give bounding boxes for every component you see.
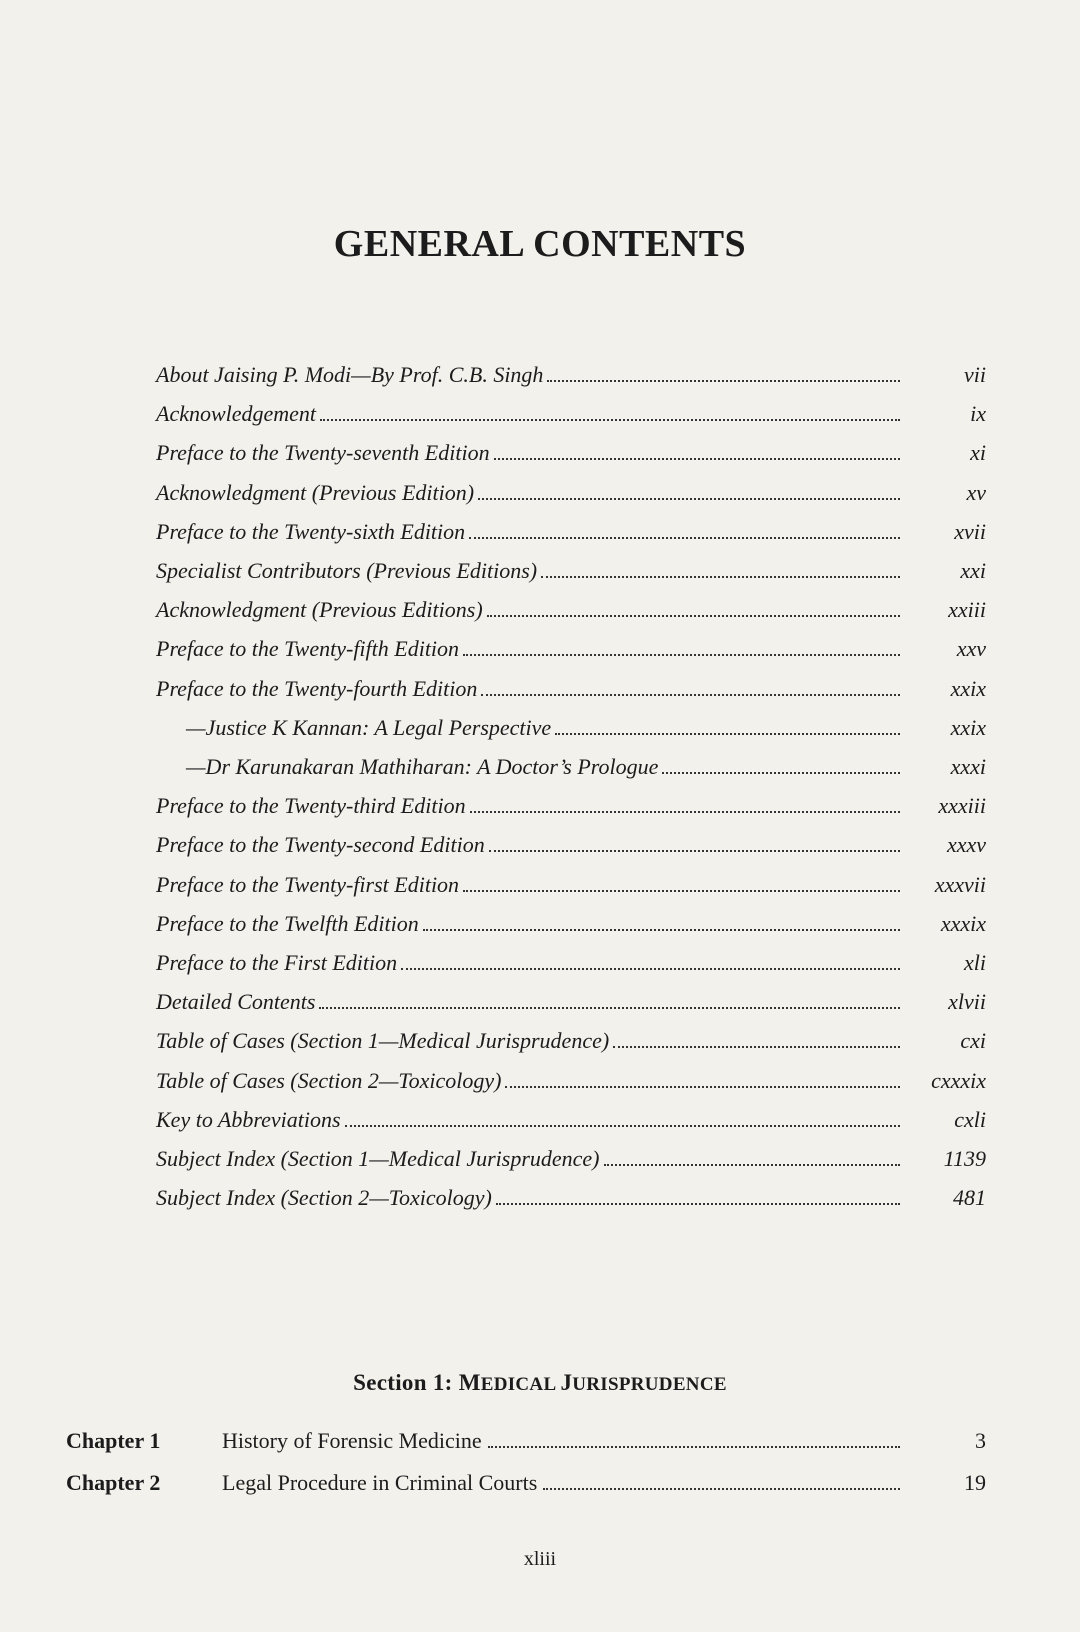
section-heading [0,1370,1080,1396]
toc-entry-page: xxi [960,558,986,583]
toc-entry-label: Subject Index (Section 1—Medical Jurisprudence) [156,1146,600,1171]
toc-entry-page: xxiii [948,597,986,623]
dot-leader [541,574,900,578]
toc-entry-page: xxxiii [938,793,986,819]
toc-entry-page: xxxvii [934,871,986,897]
dot-leader [478,496,900,500]
dot-leader [345,1123,900,1127]
toc-entry [156,750,986,780]
toc-entry-label: Preface to the Twenty-first Edition [156,871,460,897]
toc-entry-label: Acknowledgement [156,401,317,427]
toc-entry-page: xv [966,479,986,505]
chapter-label: Chapter 1 [66,1428,161,1453]
toc-entry-page: 1139 [943,1146,986,1171]
dot-leader [469,535,900,539]
toc-entry-page: xvii [954,518,986,544]
toc-entry-label: Preface to the Twenty-fourth Edition [156,675,478,701]
toc-entry-page: xli [964,950,986,975]
page-number: xliii [523,1548,557,1570]
dot-leader [463,652,900,656]
chapter-page: 3 [975,1428,986,1453]
dot-leader [547,378,900,382]
toc-entry-label: Specialist Contributors (Previous Editions) [156,558,538,583]
toc-entry-label: Preface to the Twenty-seventh Edition [156,440,490,466]
toc-entry-page: xxv [956,636,986,662]
toc-entry-page: xxxi [950,754,986,779]
toc-entry [156,476,986,506]
toc-entry [156,1103,986,1133]
toc-entry [156,1064,986,1094]
toc-entry-page: xxxix [940,910,986,936]
toc-entry-page: ix [970,401,986,427]
toc-entry-label: Preface to the First Edition [156,950,398,975]
dot-leader [319,1005,900,1009]
toc-entry-label: Preface to the Twenty-sixth Edition [156,518,466,544]
toc-entry-label: —Dr Karunakaran Mathiharan: A Doctor’s Prologue [186,754,659,779]
dot-leader [613,1044,900,1048]
toc-entry-label: Preface to the Twelfth Edition [156,910,419,936]
toc-entry [156,515,986,545]
toc-entry [156,554,986,584]
toc-entry-label: Subject Index (Section 2—Toxicology) [156,1185,492,1211]
toc-entry [156,436,986,466]
toc-entry-label: Table of Cases (Section 1—Medical Jurisprudence) [156,1028,610,1054]
toc-entry-label: Key to Abbreviations [156,1106,341,1132]
toc-entry-page: 481 [953,1185,986,1211]
toc-entry-label: About Jaising P. Modi—By Prof. C.B. Singh [156,362,544,387]
chapter-title: History of Forensic Medicine [222,1428,482,1453]
toc-entry-page: cxi [960,1028,986,1054]
toc-entry [156,593,986,623]
chapter-page: 19 [964,1470,986,1495]
toc-entry [156,1024,986,1054]
dot-leader [543,1486,900,1490]
dot-leader [604,1162,900,1166]
dot-leader [662,770,900,774]
dot-leader [505,1084,900,1088]
toc-entry [156,632,986,662]
dot-leader [481,692,900,696]
toc-entry-label: Acknowledgment (Previous Editions) [156,597,483,623]
dot-leader [470,809,900,813]
toc-entry [156,1181,986,1211]
toc-entry [156,1142,986,1172]
chapter-entry [66,1424,986,1454]
toc-entry-label: Preface to the Twenty-fifth Edition [156,636,460,662]
toc-entry [156,358,986,388]
toc-entry-page: vii [964,362,986,387]
toc-entry [156,789,986,819]
toc-entry [156,907,986,937]
toc-entry [156,868,986,898]
toc-entry [156,828,986,858]
dot-leader [488,1444,900,1448]
dot-leader [401,966,900,970]
section-number: Section 1: [353,1370,453,1395]
toc-entry [156,711,986,741]
chapter-entry [66,1466,986,1496]
dot-leader [494,456,900,460]
toc-entry-label: Preface to the Twenty-third Edition [156,793,466,819]
dot-leader [496,1201,900,1205]
section-name: MEDICAL JURISPRUDENCE [458,1370,727,1395]
toc-entry-page: xlvii [948,989,986,1015]
toc-entry-page: cxli [954,1106,986,1132]
page-title: GENERAL CONTENTS [333,223,747,265]
toc-entry [156,946,986,976]
dot-leader [489,848,900,852]
toc-entry [156,397,986,427]
toc-entry-label: —Justice K Kannan: A Legal Perspective [186,714,552,740]
dot-leader [487,613,900,617]
dot-leader [423,927,900,931]
toc-entry [156,985,986,1015]
toc-entry-label: Table of Cases (Section 2—Toxicology) [156,1067,502,1093]
toc-entry-page: xxix [950,675,986,701]
toc-entry [156,672,986,702]
toc-entry-label: Preface to the Twenty-second Edition [156,832,485,858]
toc-entry-page: xi [970,440,986,466]
chapter-label: Chapter 2 [66,1470,161,1495]
toc-entry-page: xxxv [946,832,986,858]
dot-leader [555,731,900,735]
dot-leader [463,888,900,892]
toc-entry-page: cxxxix [931,1067,986,1093]
dot-leader [320,417,900,421]
chapter-title: Legal Procedure in Criminal Courts [222,1470,538,1495]
toc-entry-label: Detailed Contents [156,989,316,1015]
toc-entry-label: Acknowledgment (Previous Edition) [156,479,475,505]
toc-entry-page: xxix [950,714,986,740]
